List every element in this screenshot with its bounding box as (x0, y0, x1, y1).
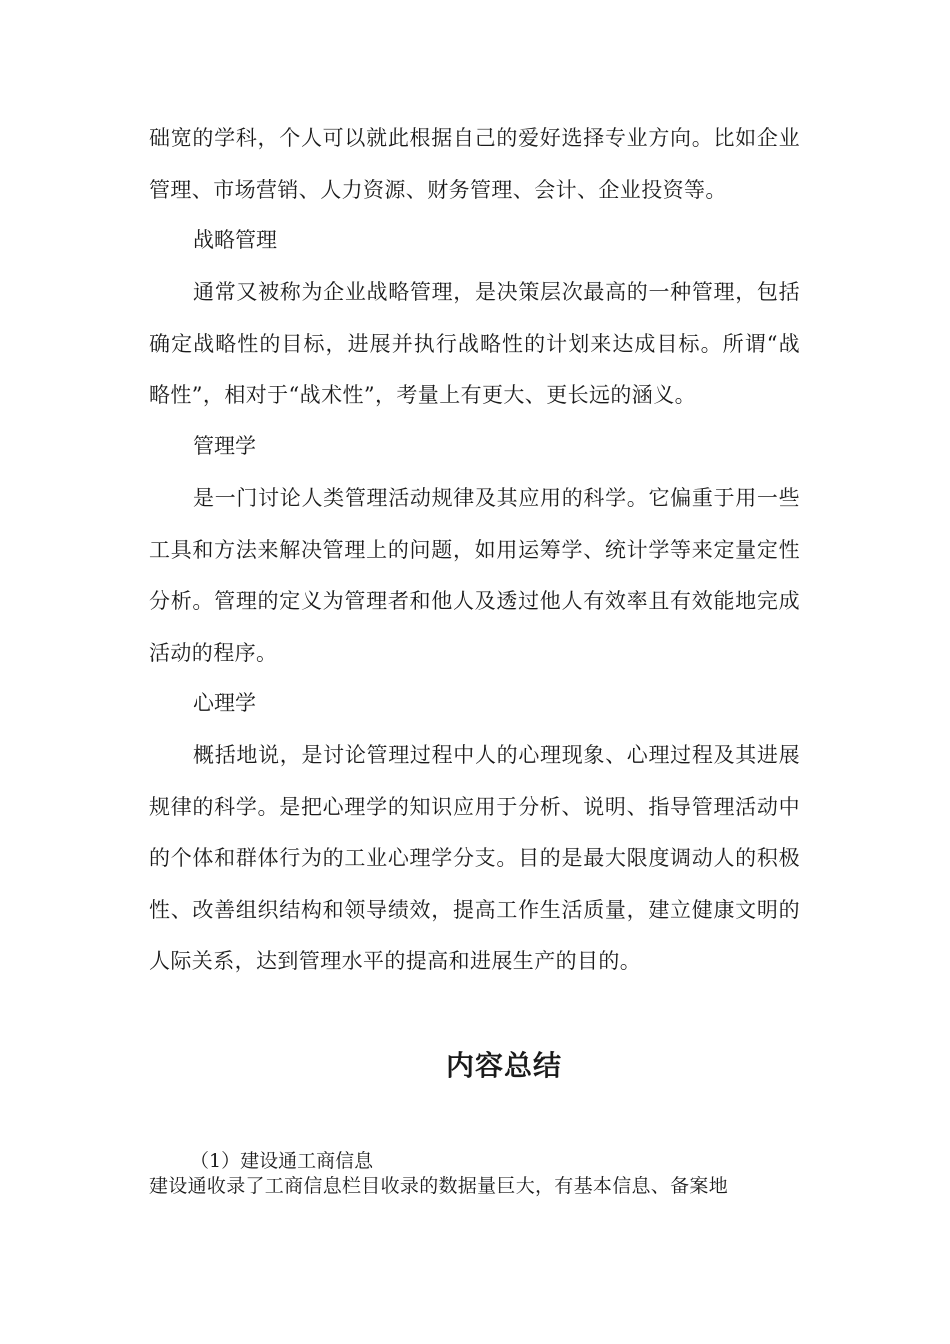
heading-psychology: 心理学 (193, 691, 256, 715)
heading-strategy-management: 战略管理 (193, 228, 277, 252)
heading-management-science: 管理学 (193, 434, 256, 458)
paragraph-intro: 础宽的学科，个人可以就此根据自己的爱好选择专业方向。比如企业管理、市场营销、人力资源、财务管理、会计、企业投资等。 (149, 126, 800, 202)
summary-item-body: 建设通收录了工商信息栏目收录的数据量巨大，有基本信息、备案地 (149, 1175, 729, 1197)
paragraph-psychology: 概括地说，是讨论管理过程中人的心理现象、心理过程及其进展规律的科学。是把心理学的知识应用于分析、说明、指导管理活动中的个体和群体行为的工业心理学分支。目的是最大限度调动人的积极性、改善组织结构和领导绩效，提高工作生活质量，建立健康文明的人际关系，达到管理水平的提高和进展生产的目的。 (149, 743, 800, 973)
summary-title: 内容总结 (445, 1049, 562, 1082)
summary-item-title: （1）建设通工商信息 (190, 1150, 374, 1172)
paragraph-strategy-management: 通常又被称为企业战略管理，是决策层次最高的一种管理，包括确定战略性的目标，进展并执行战略性的计划来达成目标。所谓“战略性”，相对于“战术性”，考量上有更大、更长远的涵义。 (149, 280, 800, 407)
paragraph-management-science: 是一门讨论人类管理活动规律及其应用的科学。它偏重于用一些工具和方法来解决管理上的问题，如用运筹学、统计学等来定量定性分析。管理的定义为管理者和他人及透过他人有效率且有效能地完成活动的程序。 (149, 486, 800, 665)
